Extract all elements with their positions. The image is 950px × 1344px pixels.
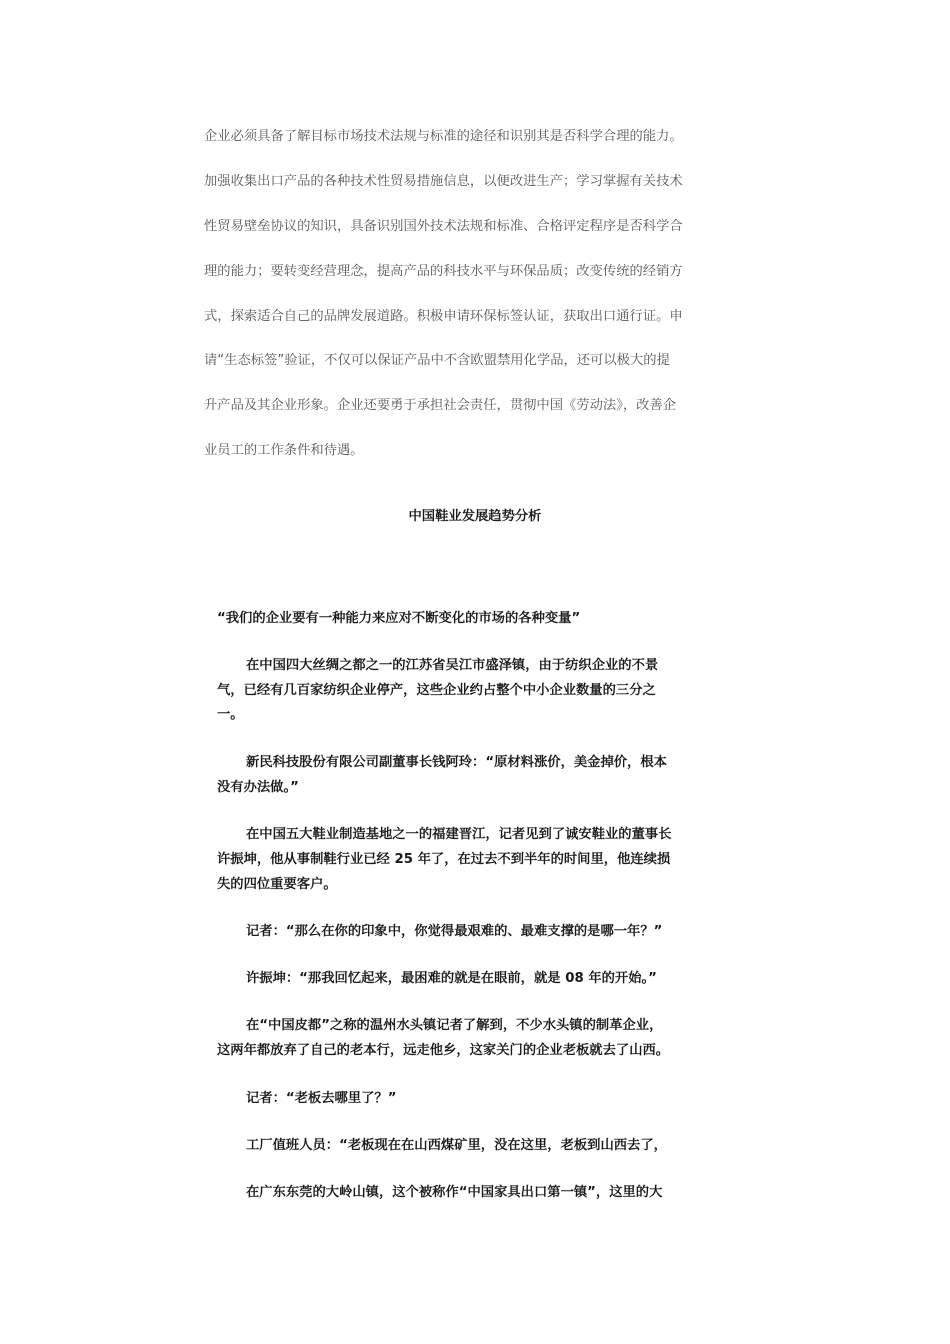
intro-line: 理的能力；要转变经营理念，提高产品的科技水平与环保品质；改变传统的经销方	[204, 264, 683, 279]
paragraph-line: 新民科技股份有限公司副董事长钱阿玲：“原材料涨价，美金掉价，根本	[246, 755, 667, 770]
intro-line: 企业必须具备了解目标市场技术法规与标准的途径和识别其是否科学合理的能力。	[204, 129, 683, 144]
paragraph-line: 在广东东莞的大岭山镇，这个被称作“中国家具出口第一镇”，这里的大	[246, 1185, 663, 1200]
paragraph-line: 在“中国皮都”之称的温州水头镇记者了解到，不少水头镇的制革企业，	[246, 1018, 663, 1033]
quote-heading: “我们的企业要有一种能力来应对不断变化的市场的各种变量”	[217, 611, 581, 626]
paragraph-line: 失的四位重要客户。	[217, 877, 337, 892]
intro-line: 请“生态标签”验证，不仅可以保证产品中不含欧盟禁用化学品，还可以极大的提	[204, 353, 670, 368]
intro-line: 加强收集出口产品的各种技术性贸易措施信息，以便改进生产；学习掌握有关技术	[204, 174, 683, 189]
paragraph-line: 工厂值班人员：“老板现在在山西煤矿里，没在这里，老板到山西去了，	[246, 1138, 667, 1153]
paragraph-line: 记者：“那么在你的印象中，你觉得最艰难的、最难支撑的是哪一年？”	[246, 924, 663, 939]
intro-line: 业员工的工作条件和待遇。	[204, 443, 364, 458]
paragraph-line: 记者：“老板去哪里了？”	[246, 1091, 397, 1106]
section-title: 中国鞋业发展趋势分析	[408, 509, 542, 524]
paragraph-line: 这两年都放弃了自己的老本行，远走他乡，这家关门的企业老板就去了山西。	[217, 1043, 670, 1058]
paragraph-line: 一。	[217, 707, 244, 722]
paragraph-line: 在中国四大丝绸之都之一的江苏省吴江市盛泽镇，由于纺织企业的不景	[246, 658, 659, 673]
paragraph-line: 没有办法做。”	[217, 780, 299, 795]
intro-line: 性贸易壁垒协议的知识，具备识别国外技术法规和标准、合格评定程序是否科学合	[204, 219, 683, 234]
paragraph-line: 在中国五大鞋业制造基地之一的福建晋江，记者见到了诚安鞋业的董事长	[246, 827, 672, 842]
paragraph-line: 气，已经有几百家纺织企业停产，这些企业约占整个中小企业数量的三分之	[217, 683, 656, 698]
intro-line: 升产品及其企业形象。企业还要勇于承担社会责任，贯彻中国《劳动法》，改善企	[204, 398, 677, 413]
paragraph-line: 许振坤：“那我回忆起来，最困难的就是在眼前，就是 08 年的开始。”	[246, 971, 657, 986]
intro-line: 式，探索适合自己的品牌发展道路。积极申请环保标签认证，获取出口通行证。申	[204, 309, 683, 324]
paragraph-line: 许振坤，他从事制鞋行业已经 25 年了，在过去不到半年的时间里，他连续损	[217, 852, 671, 867]
